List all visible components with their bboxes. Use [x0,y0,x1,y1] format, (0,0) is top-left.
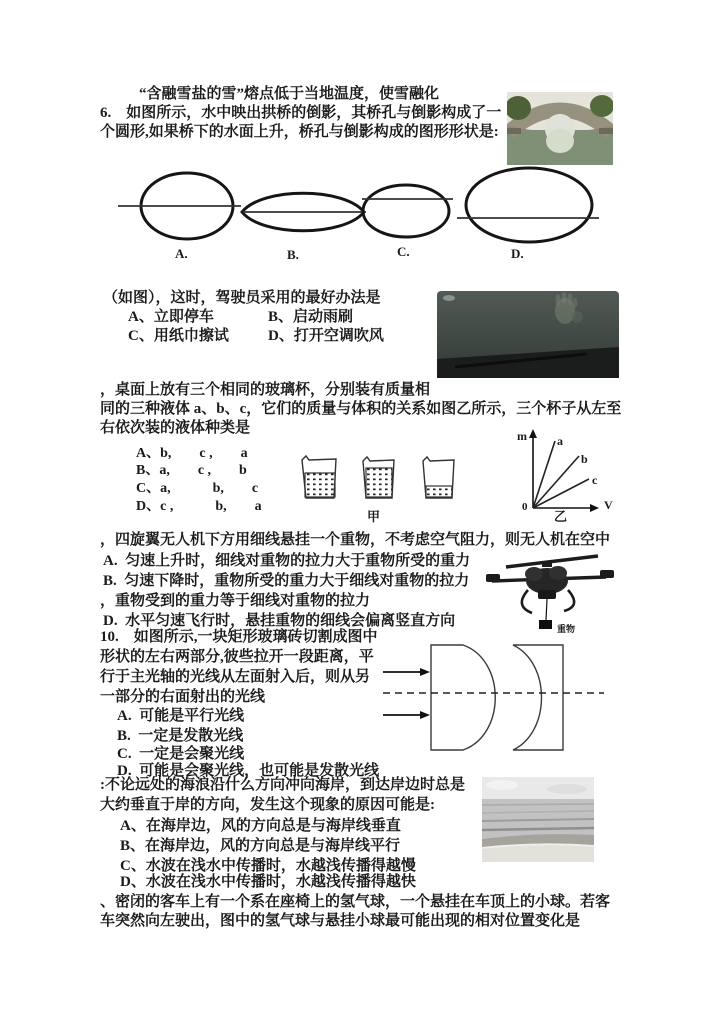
question-11-line-1: :不论远处的海浪沿什么方向冲向海岸，到达岸边时总是 [100,777,465,793]
graph-x-axis-label: V [604,498,613,512]
q7-option-b: B、启动雨刷 [268,309,354,325]
question-12-line-2: 车突然向左驶出，图中的氢气球与悬挂小球最可能出现的相对位置变化是 [100,913,581,929]
question-11-line-2: 大约垂直于岸的方向，发生这个现象的原因可能是: [100,797,435,813]
question-8-line-1: ，桌面上放有三个相同的玻璃杯，分别装有质量相 [100,382,431,398]
question-8-line-3: 右依次装的液体种类是 [100,420,251,436]
graph-figure-label: 乙 [554,509,568,524]
beakers-figure-label: 甲 [367,509,381,524]
q10-option-c: C. 一定是会聚光线 [117,746,245,762]
q9-option-c-partial: ，重物受到的重力等于细线对重物的拉力 [100,593,371,609]
q11-option-d: D、水波在浅水中传播时，水越浅传播得越快 [120,874,416,890]
question-12-line-1: 、密闭的客车上有一个系在座椅上的氢气球，一个悬挂在车顶上的小球。若客 [100,894,611,910]
arch-bridge-photo [507,92,613,165]
question-7-options-row-2 [128,327,384,346]
question-10-line-4: 一部分的右面射出的光线 [100,689,266,705]
question-6-line-2: 个圆形,如果桥下的水面上升，桥孔与倒影构成的图形形状是: [100,124,499,140]
question-8-line-2: 同的三种液体 a、b、c，它们的质量与体积的关系如图乙所示，三个杯子从左至 [100,401,622,417]
question-10-line-3: 行于主光轴的光线从左面射入后，则从另 [100,669,371,685]
q7-option-d: D、打开空调吹风 [268,328,384,344]
q7-option-c: C、用纸巾擦试 [128,328,229,344]
graph-line-c-label: c [592,473,598,487]
glass-brick-figure [380,640,620,758]
q8-option-d: D、c , b, a [136,499,262,514]
q11-option-a: A、在海岸边，风的方向总是与海岸线垂直 [120,818,401,834]
q9-option-b: B. 匀速下降时，重物所受的重力大于细线对重物的拉力 [103,573,470,589]
q7-option-a: A、立即停车 [128,309,214,325]
q10-option-d: D. 可能是会聚光线，也可能是发散光线 [117,763,380,779]
q11-option-c: C、水波在浅水中传播时，水越浅传播得越慢 [120,858,416,874]
drone-figure [484,550,620,636]
q8-option-a: A、b, c , a [136,446,248,461]
beakers-figure [300,452,460,504]
question-10-line-2: 形状的左右两部分,彼些拉开一段距离，平 [100,649,374,665]
q10-option-b: B. 一定是发散光线 [117,728,244,744]
ellipse-options-figure [100,160,620,248]
option-label-d: D. [511,246,524,261]
sea-waves-photo [482,777,594,862]
question-7-prompt: （如图），这时，驾驶员采用的最好办法是 [103,290,381,306]
option-label-b: B. [287,247,299,262]
q8-option-c: C、a, b, c [136,481,259,496]
windshield-photo [437,291,619,378]
q9-option-d: D. 水平匀速飞行时，悬挂重物的细线会偏离竖直方向 [103,613,456,629]
question-6-line-1: 6. 如图所示，水中映出拱桥的倒影，其桥孔与倒影构成了一 [100,105,502,121]
question-7-options-row-1 [128,308,353,327]
q11-option-b: B、在海岸边，风的方向总是与海岸线平行 [120,838,401,854]
question-10-line-1: 10. 如图所示,一块矩形玻璃砖切割成图中 [100,629,378,645]
drone-weight-label: 重物 [557,624,576,634]
q10-option-a: A. 可能是平行光线 [117,708,245,724]
graph-origin-label: 0 [522,501,528,513]
intro-snow-line: “含融雪盐的雪”熔点低于当地温度，使雪融化 [139,86,440,102]
option-label-a: A. [175,246,188,261]
option-label-c: C. [397,244,410,259]
graph-line-a-label: a [557,434,563,448]
q8-option-b: B、a, c , b [136,463,247,478]
graph-line-b-label: b [581,452,588,466]
question-9-line-1: ，四旋翼无人机下方用细线悬挂一个重物，不考虑空气阻力，则无人机在空中 [100,532,611,548]
q9-option-a: A. 匀速上升时，细线对重物的拉力大于重物所受的重力 [103,553,471,569]
graph-y-axis-label: m [517,429,527,443]
